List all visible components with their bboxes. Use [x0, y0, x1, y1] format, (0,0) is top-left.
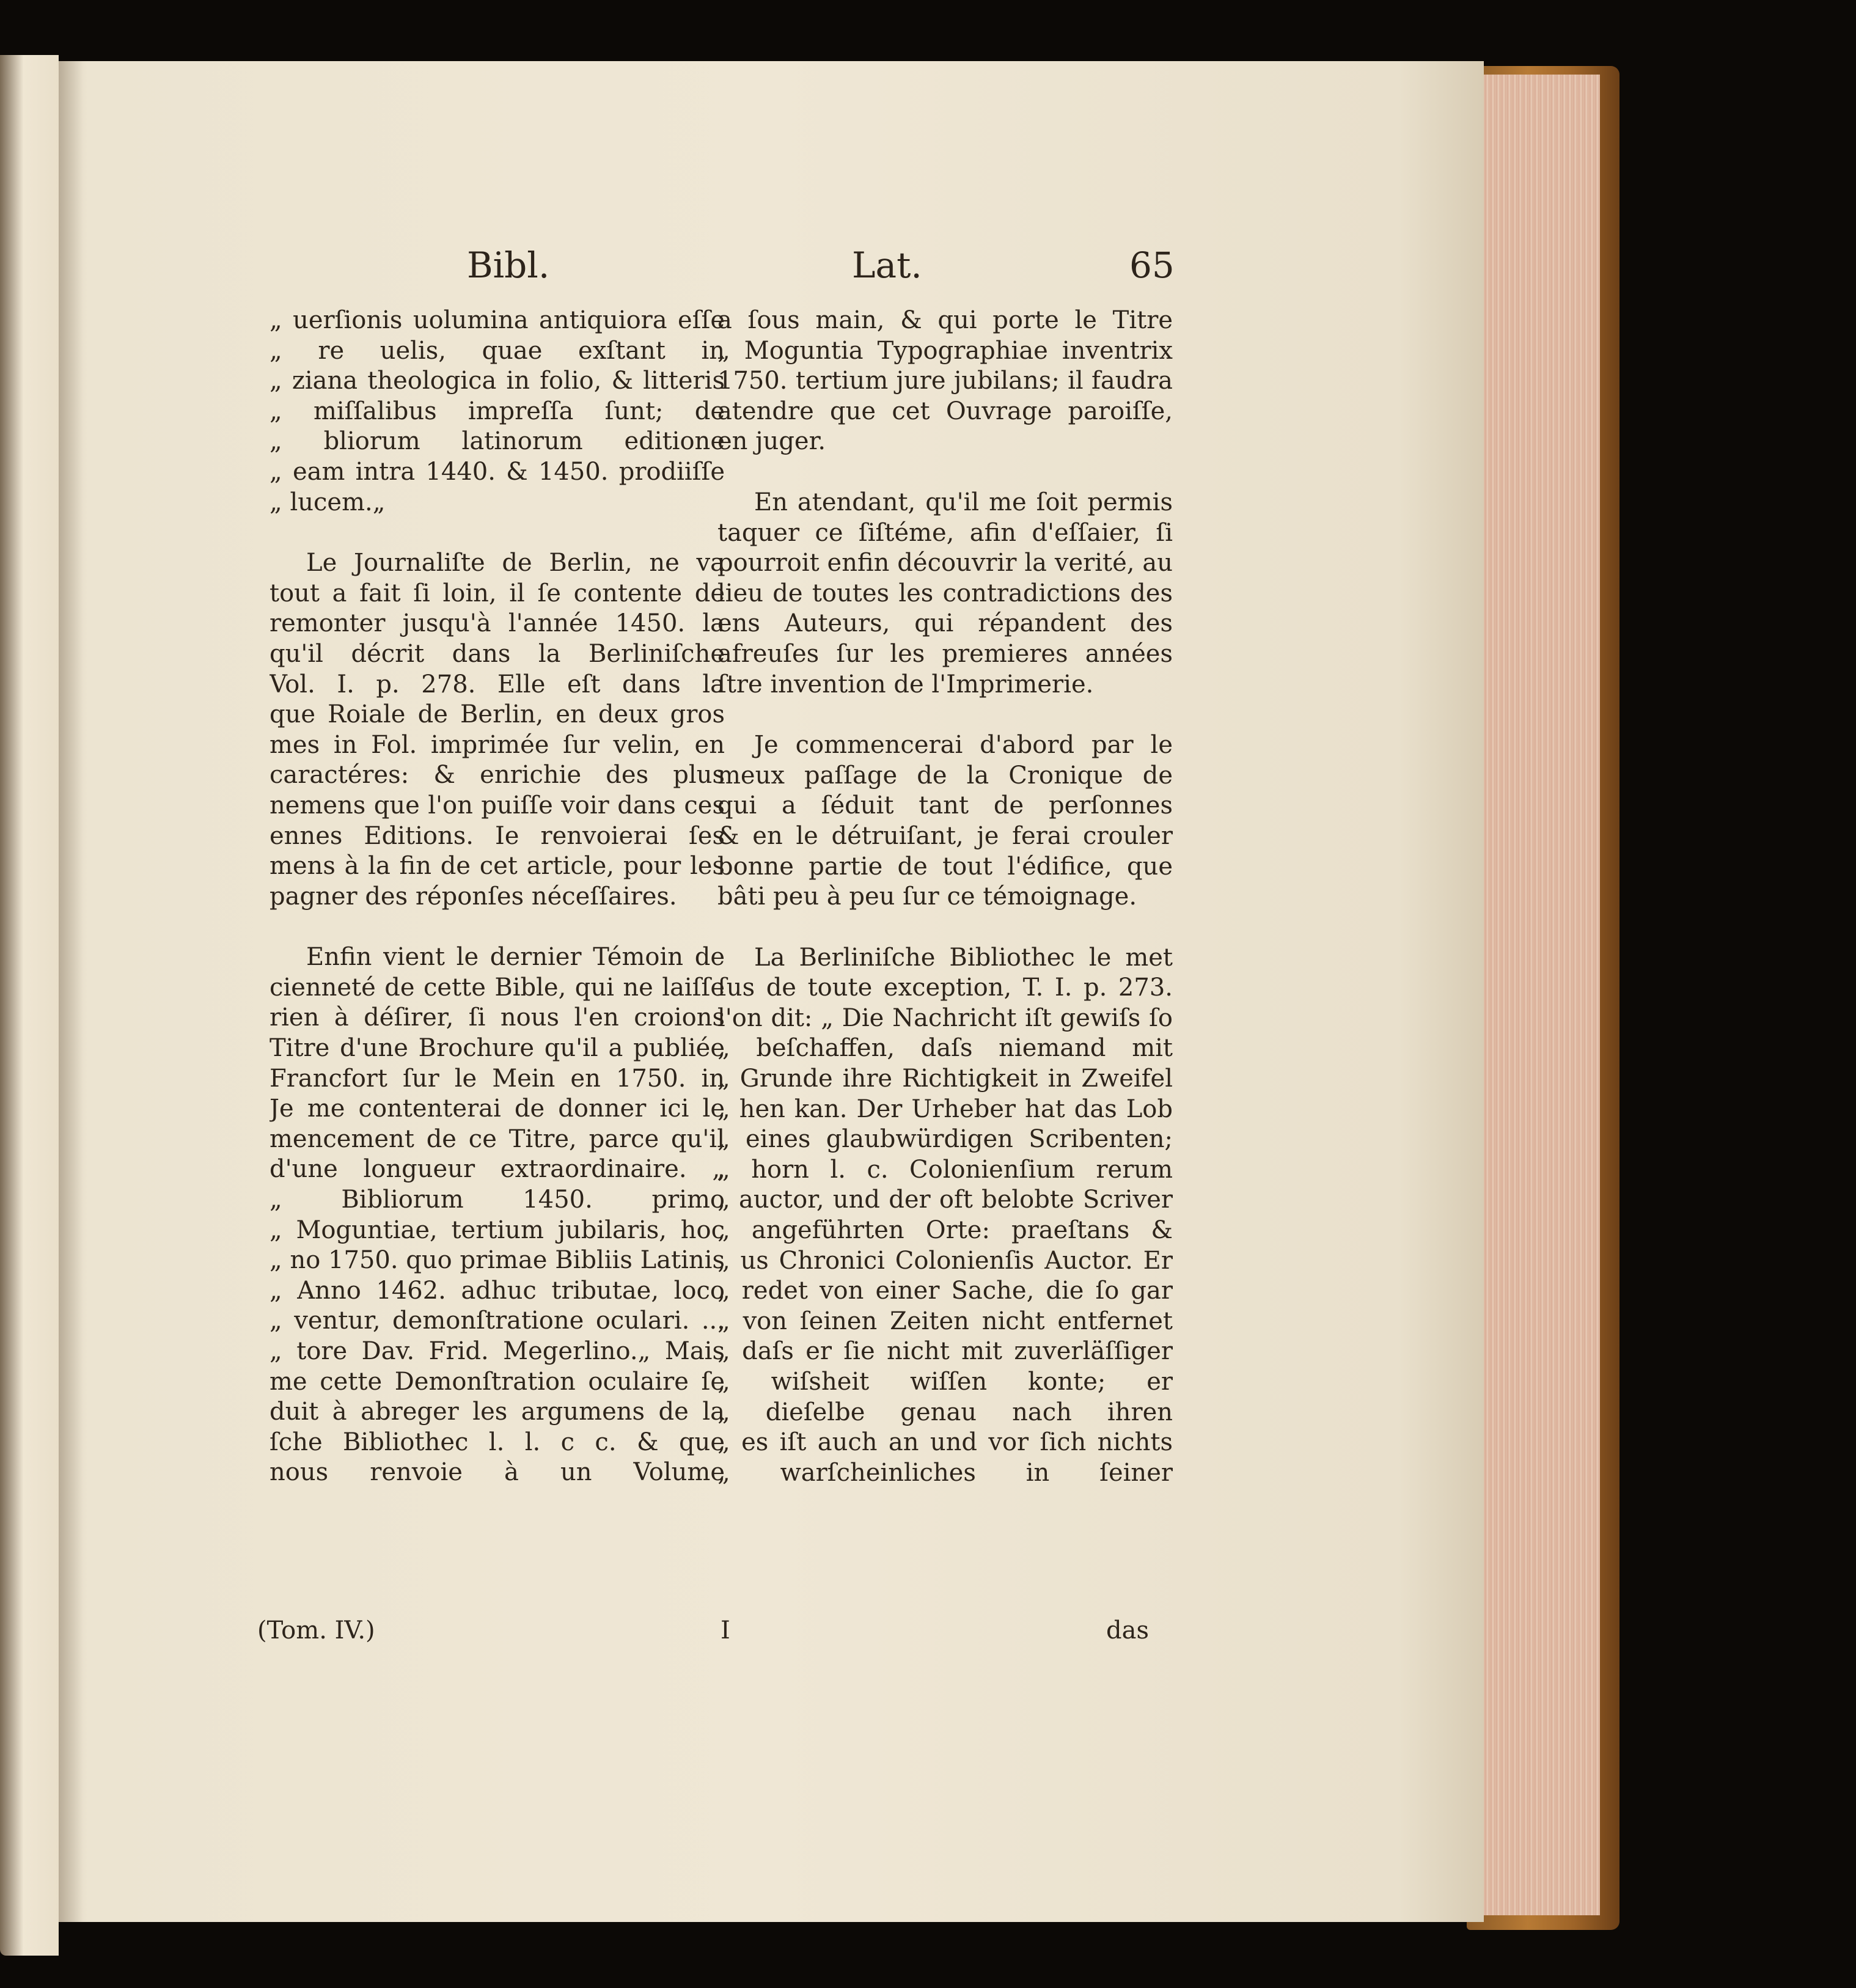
text-line: a ſous main, & qui porte le Titre [717, 306, 1173, 334]
text-line: ſtre invention de l'Imprimerie. [717, 670, 1094, 699]
text-line: „ ziana theologica in folio, & litteris [270, 367, 725, 395]
catchword: das [1106, 1616, 1149, 1645]
text-line: En atendant, qu'il me ſoit permis [754, 488, 1173, 516]
text-line: „ angeführten Orte: praeſtans & [717, 1216, 1173, 1245]
text-line: „ dieſelbe genau nach ihren [717, 1398, 1173, 1426]
sheet-mark: I [721, 1616, 730, 1645]
text-line: cienneté de cette Bible, qui ne laiſſe [270, 973, 725, 1002]
text-line: afreuſes ſur les premieres années [717, 639, 1173, 668]
running-head-left: Bibl. [467, 244, 550, 286]
text-line: „ re uelis, quae exſtant in [270, 336, 725, 365]
text-line: atendre que cet Ouvrage paroiſſe, [717, 397, 1173, 425]
text-line: d'une longueur extraordinaire. „ [270, 1155, 725, 1184]
text-line: pourroit enfin découvrir la verité, au [717, 549, 1173, 578]
text-line: Titre d'une Brochure qu'il a publiée [270, 1034, 725, 1063]
text-line: La Berliniſche Bibliothec le met [754, 943, 1173, 972]
text-line: „ auctor, und der oft belobte Scriver [717, 1186, 1173, 1214]
text-line: „ Grunde ihre Richtigkeit in Zweifel [717, 1065, 1173, 1093]
text-line: „ wiſsheit wiſſen konte; er [717, 1368, 1173, 1396]
text-line: „ tore Dav. Frid. Megerlino.„ Mais [270, 1337, 725, 1365]
text-line: „ beſchaffen, daſs niemand mit [717, 1034, 1173, 1063]
text-line: ſche Bibliothec l. l. c c. & que [270, 1428, 725, 1456]
text-line: „ warſcheinliches in ſeiner [717, 1458, 1173, 1487]
text-line: „ daſs er ſie nicht mit zuverläſſiger [717, 1337, 1173, 1366]
text-line: „ Moguntiae, tertium jubilaris, hoc [270, 1216, 725, 1244]
text-line: caractéres: & enrichie des plus [270, 761, 725, 790]
text-line: pagner des réponſes néceſſaires. [270, 882, 677, 911]
text-line: Le Journaliſte de Berlin, ne va [306, 549, 725, 578]
text-line: l'on dit: „ Die Nachricht iſt gewiſs ſo [717, 1003, 1173, 1032]
text-line: nemens que l'on puiſſe voir dans ces [270, 791, 725, 820]
text-line: „ uerſionis uolumina antiquiora eſſe [270, 306, 725, 334]
text-line: „ horn l. c. Colonienſium rerum [717, 1155, 1173, 1184]
text-line: ens Auteurs, qui répandent des [717, 609, 1173, 638]
text-line: „ no 1750. quo primae Bibliis Latinis [270, 1246, 725, 1275]
text-line: „ Anno 1462. adhuc tributae, loco [270, 1276, 725, 1305]
text-line: remonter jusqu'à l'année 1450. la [270, 609, 725, 638]
paragraph-gap [270, 912, 725, 942]
page-footer [59, 1616, 1484, 1653]
text-line: duit à abreger les argumens de la [270, 1398, 725, 1426]
text-line: „ Moguntia Typographiae inventrix [717, 336, 1173, 365]
text-line: Je me contenterai de donner ici le [270, 1095, 725, 1123]
text-line: „ es iſt auch an und vor ſich nichts [717, 1428, 1173, 1457]
paragraph-gap [270, 518, 725, 548]
text-line: „ ventur, demonſtratione oculari. ... [270, 1307, 725, 1335]
book-page [59, 61, 1484, 1922]
right-column [717, 306, 1173, 1488]
text-line: tout a fait ſi loin, il ſe contente de [270, 579, 725, 607]
text-line: en juger. [717, 427, 826, 456]
text-line: Je commencerai d'abord par le [754, 731, 1173, 760]
left-column [270, 306, 725, 1488]
text-line: taquer ce ſiſtéme, afin d'eſſaier, ſi [717, 518, 1173, 547]
running-head-center: Lat. [852, 244, 922, 286]
paragraph-gap [717, 912, 1173, 943]
paragraph-gap [717, 700, 1173, 730]
text-line: lieu de toutes les contradictions des [717, 579, 1173, 607]
running-head [59, 244, 1484, 299]
text-line: 1750. tertium jure jubilans; il faudra [717, 367, 1173, 395]
text-line: „ lucem.„ [270, 488, 386, 516]
text-line: bonne partie de tout l'édifice, que [717, 852, 1173, 881]
text-line: „ Bibliorum 1450. primo [270, 1186, 725, 1214]
text-line: qu'il décrit dans la Berliniſche [270, 639, 725, 668]
text-line: qui a ſéduit tant de perſonnes [717, 791, 1173, 820]
text-line: „ bliorum latinorum editione [270, 427, 725, 456]
text-line: ennes Editions. Ie renvoierai ſes [270, 821, 725, 850]
text-line: Enfin vient le dernier Témoin de [306, 943, 725, 972]
text-line: „ von ſeinen Zeiten nicht entfernet [717, 1307, 1173, 1335]
text-line: & en le détruiſant, je ferai crouler [717, 821, 1173, 850]
page-edges [1484, 75, 1600, 1915]
text-line: Vol. I. p. 278. Elle eſt dans la [270, 670, 725, 699]
text-line: „ eam intra 1440. & 1450. prodiiſſe [270, 457, 725, 486]
text-line: que Roiale de Berlin, en deux gros [270, 700, 725, 729]
text-line: meux paſſage de la Cronique de [717, 761, 1173, 790]
text-line: me cette Demonſtration oculaire ſe [270, 1367, 725, 1396]
text-line: „ hen kan. Der Urheber hat das Lob [717, 1095, 1173, 1123]
text-line: mencement de ce Titre, parce qu'il [270, 1124, 725, 1153]
paragraph-gap [717, 457, 1173, 488]
text-line: „ miſſalibus impreſſa ſunt; de [270, 397, 725, 425]
left-page-edge [0, 55, 59, 1956]
text-line: Francfort ſur le Mein en 1750. in [270, 1064, 725, 1093]
text-line: mens à la fin de cet article, pour les [270, 852, 725, 881]
text-line: bâti peu à peu ſur ce témoignage. [717, 882, 1137, 911]
text-line: rien à déſirer, ſi nous l'en croions [270, 1003, 725, 1032]
text-line: „ us Chronici Colonienſis Auctor. Er [717, 1246, 1173, 1275]
page-number: 65 [1129, 244, 1175, 286]
text-line: „ redet von einer Sache, die ſo gar [717, 1277, 1173, 1305]
text-line: „ eines glaubwürdigen Scribenten; [717, 1125, 1173, 1154]
signature-mark: (Tom. IV.) [257, 1616, 375, 1645]
text-line: ſus de toute exception, T. I. p. 273. [717, 974, 1173, 1002]
text-line: mes in Fol. imprimée ſur velin, en [270, 730, 725, 759]
text-line: nous renvoie à un Volume [270, 1458, 725, 1487]
